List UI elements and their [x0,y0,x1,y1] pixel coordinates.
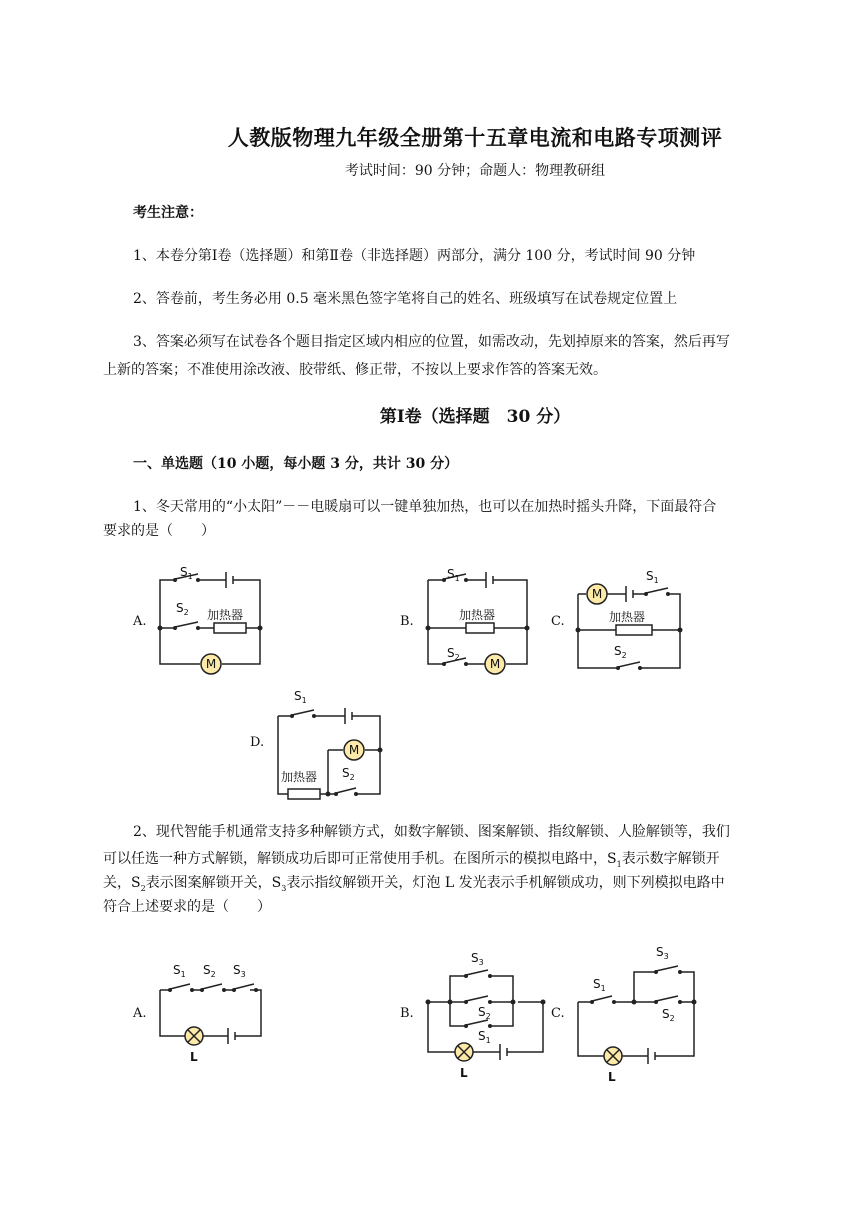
q2-circuit-diagrams [0,930,860,1090]
switch-label: $S_2$ [447,646,460,662]
q1-circuit-d [278,708,380,799]
switch-label: $S_2$ [478,1005,491,1021]
lamp-icon [185,1027,203,1045]
notice-item-3-cont: 上新的答案；不准使用涂改液、胶带纸、修正带，不按以上要求作答的答案无效。 [103,362,607,378]
notice-item-2: 2、答卷前，考生务必用 0.5 毫米黑色签字笔将自己的姓名、班级填写在试卷规定位置上 [133,291,678,307]
switch-label: $S_2$ [203,963,216,979]
notice-item-3: 3、答案必须写在试卷各个题目指定区域内相应的位置，如需改动，先划掉原来的答案，然后再写 [133,334,730,350]
q1-option-b-label[interactable]: B. [400,614,414,629]
heater-label: 加热器 [609,610,646,624]
lamp-icon [604,1047,622,1065]
switch-label: $S_2$ [342,766,355,782]
motor-label: M [348,743,360,757]
heater-label: 加热器 [207,608,244,622]
page-title: 人教版物理九年级全册第十五章电流和电路专项测评 [227,125,723,150]
switch-label: $S_2$ [662,1007,675,1023]
q1-option-c-label[interactable]: C. [551,614,565,629]
switch-label: $S_2$ [176,601,189,617]
q2-stem-line1: 2、现代智能手机通常支持多种解锁方式，如数字解锁、图案解锁、指纹解锁、人脸解锁等，我们 [133,824,730,840]
lamp-label: L [460,1066,468,1080]
switch-label: $S_1$ [593,977,606,993]
q2-circuit-a [160,984,261,1044]
q1-stem-line2: 要求的是（ ） [103,523,215,539]
switch-label: $S_1$ [447,567,460,583]
heater-label: 加热器 [281,770,318,784]
q2-stem-line4: 符合上述要求的是（ ） [103,899,271,915]
switch-label: $S_3$ [471,951,484,967]
part-title: 一、单选题（10 小题，每小题 3 分，共计 30 分） [133,456,459,472]
motor-label: M [489,657,501,671]
motor-label: M [205,657,217,671]
switch-label: $S_1$ [180,565,193,581]
lamp-label: L [190,1050,198,1064]
q1-option-d-label[interactable]: D. [250,735,265,750]
switch-label: $S_3$ [656,945,669,961]
switch-label: $S_1$ [173,963,186,979]
section-title: 第Ⅰ卷（选择题 30 分） [379,407,571,427]
switch-label: $S_1$ [646,569,659,585]
q2-option-c-label[interactable]: C. [551,1006,565,1021]
q2-stem-line2: 可以任选一种方式解锁，解锁成功后即可正常使用手机。在图所示的模拟电路中，$S_1$表示数字解锁开 [103,851,720,869]
q1-stem-line1: 1、冬天常用的“小太阳”－－电暖扇可以一键单独加热，也可以在加热时摇头升降，下面最符合 [133,499,717,515]
switch-label: $S_1$ [478,1029,491,1045]
lamp-icon [455,1043,473,1061]
lamp-label: L [608,1070,616,1084]
page-subtitle: 考试时间：90 分钟；命题人：物理教研组 [344,163,606,179]
heater-label: 加热器 [459,608,496,622]
q2-option-b-label[interactable]: B. [400,1006,414,1021]
motor-label: M [591,587,603,601]
switch-label: $S_1$ [294,689,307,705]
q1-option-a-label[interactable]: A. [133,614,147,629]
notice-item-1: 1、本卷分第Ⅰ卷（选择题）和第Ⅱ卷（非选择题）两部分，满分 100 分，考试时间 90 分钟 [133,248,696,264]
switch-label: $S_2$ [614,644,627,660]
q2-stem-line3: 关，$S_2$表示图案解锁开关，$S_3$表示指纹解锁开关，灯泡 L 发光表示手机解锁成功，则下列模拟电路中 [103,875,725,893]
q2-option-a-label[interactable]: A. [133,1006,147,1021]
switch-label: $S_3$ [233,963,246,979]
notice-heading: 考生注意： [133,205,203,221]
